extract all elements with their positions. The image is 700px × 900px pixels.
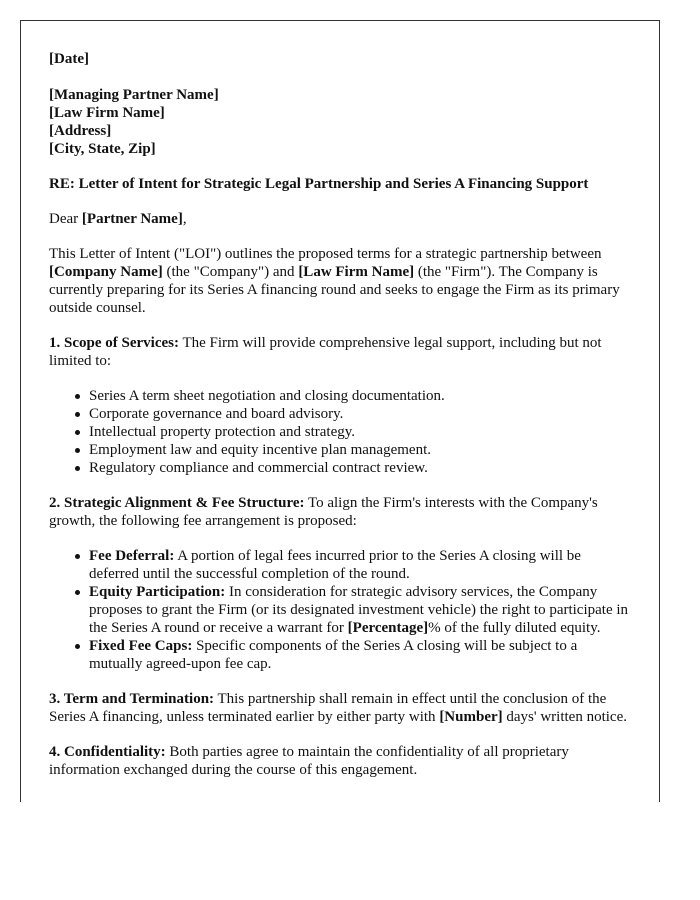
- section-term-text-1: This partnership shall remain in effect until the conclusion of the Series A financing, unless terminated earlier by either party with: [49, 691, 607, 725]
- section-term: [49, 690, 629, 726]
- scope-list: [49, 387, 629, 477]
- fixed-fee-caps-text: Specific components of the Series A closing will be subject to a mutually agreed-upon fee cap.: [89, 638, 578, 672]
- company-name-placeholder: [Company Name]: [49, 264, 163, 280]
- fee-structure-list: [49, 547, 629, 673]
- section-confidentiality-heading: 4. Confidentiality:: [49, 744, 166, 760]
- number-placeholder: [Number]: [439, 709, 503, 725]
- equity-participation-text-1: In consideration for strategic advisory services, the Company proposes to grant the Firm (or its designated investment vehicle) the right to participate in the Series A round or receive a warrant for: [89, 584, 629, 636]
- salutation-prefix: Dear: [49, 211, 82, 227]
- list-item: Corporate governance and board advisory.: [89, 405, 629, 423]
- equity-participation-label: Equity Participation:: [89, 584, 226, 600]
- salutation-suffix: ,: [182, 211, 187, 227]
- equity-participation-text-2: % of the fully diluted equity.: [428, 620, 601, 636]
- fixed-fee-caps-label: Fixed Fee Caps:: [89, 638, 193, 654]
- intro-text-2: (the "Company") and: [162, 264, 299, 280]
- section-confidentiality-text: Both parties agree to maintain the confidentiality of all proprietary information exchanged during the course of this engagement.: [49, 744, 569, 778]
- section-alignment: [49, 494, 629, 530]
- letter-body: [49, 50, 629, 796]
- intro-paragraph: [49, 245, 629, 317]
- recipient-name: [Managing Partner Name]: [49, 87, 219, 103]
- salutation: [49, 210, 629, 228]
- intro-text-3: (the "Firm"). The Company is currently preparing for its Series A financing round and seeks to engage the Firm as its primary outside counsel.: [49, 264, 620, 316]
- list-item: Regulatory compliance and commercial contract review.: [89, 459, 629, 477]
- recipient-address-block: [49, 86, 629, 158]
- list-item: Intellectual property protection and strategy.: [89, 423, 629, 441]
- fee-deferral-text: A portion of legal fees incurred prior to the Series A closing will be deferred until the successful completion of the round.: [89, 548, 581, 582]
- section-term-heading: 3. Term and Termination:: [49, 691, 215, 707]
- section-scope: [49, 334, 629, 370]
- fee-deferral-label: Fee Deferral:: [89, 548, 175, 564]
- list-item: Series A term sheet negotiation and closing documentation.: [89, 387, 629, 405]
- list-item-fee-deferral: [89, 547, 629, 583]
- percentage-placeholder: [Percentage]: [347, 620, 429, 636]
- letter-page: [20, 20, 660, 802]
- intro-text-1: This Letter of Intent ("LOI") outlines the proposed terms for a strategic partnership between: [49, 246, 602, 262]
- recipient-firm: [Law Firm Name]: [49, 105, 165, 121]
- firm-name-placeholder: [Law Firm Name]: [298, 264, 415, 280]
- section-alignment-text: To align the Firm's interests with the Company's growth, the following fee arrangement is proposed:: [49, 495, 598, 529]
- section-confidentiality: [49, 743, 629, 779]
- section-scope-text: The Firm will provide comprehensive legal support, including but not limited to:: [49, 335, 602, 369]
- section-alignment-heading: 2. Strategic Alignment & Fee Structure:: [49, 495, 305, 511]
- letter-date: [Date]: [49, 51, 89, 67]
- section-scope-heading: 1. Scope of Services:: [49, 335, 179, 351]
- section-term-text-2: days' written notice.: [502, 709, 627, 725]
- list-item-equity-participation: [89, 583, 629, 637]
- list-item-fixed-fee-caps: [89, 637, 629, 673]
- recipient-city-state-zip: [City, State, Zip]: [49, 141, 156, 157]
- subject-line: RE: Letter of Intent for Strategic Legal Partnership and Series A Financing Support: [49, 176, 589, 192]
- list-item: Employment law and equity incentive plan management.: [89, 441, 629, 459]
- recipient-address: [Address]: [49, 123, 112, 139]
- salutation-name: [Partner Name]: [81, 211, 183, 227]
